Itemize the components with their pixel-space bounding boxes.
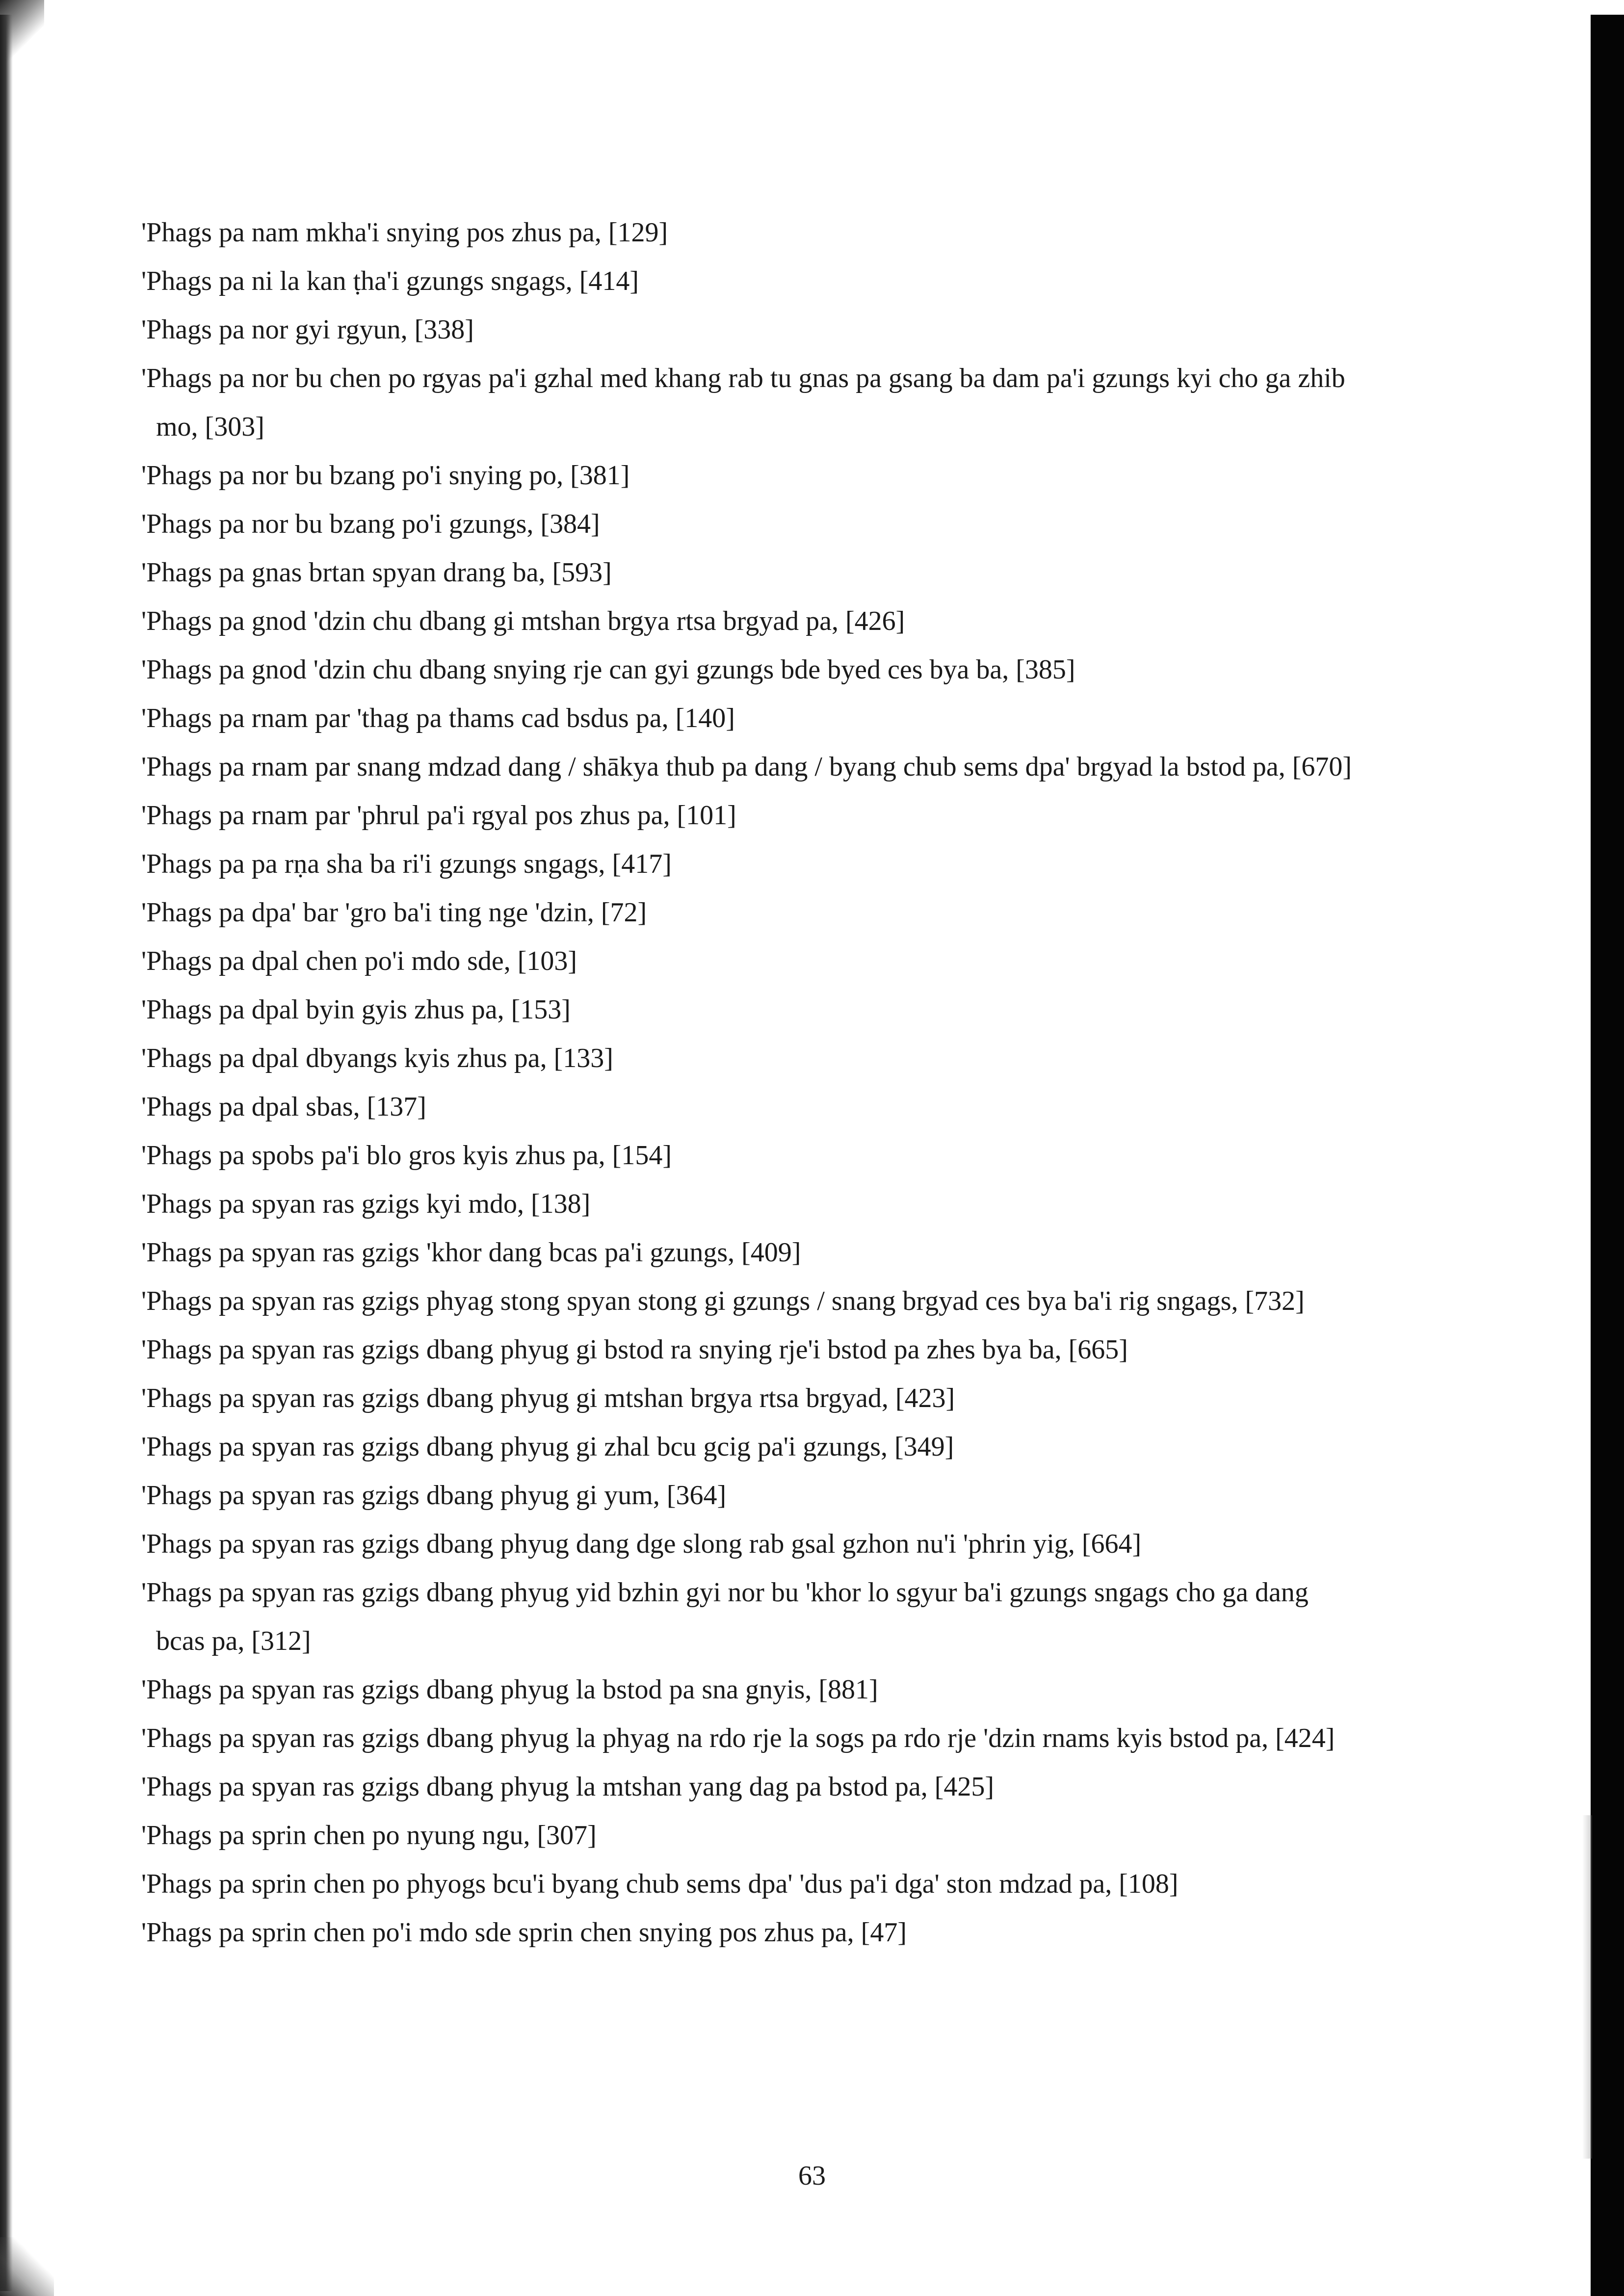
scan-shadow-left	[0, 15, 13, 2291]
scan-shadow-corner-bottom	[0, 2237, 54, 2296]
index-entry: 'Phags pa spyan ras gzigs dbang phyug la bstod pa sna gnyis, [881]	[141, 1674, 878, 1705]
index-entry: 'Phags pa spyan ras gzigs dbang phyug la mtshan yang dag pa bstod pa, [425]	[141, 1772, 994, 1802]
index-entry: 'Phags pa nam mkha'i snying pos zhus pa, [129]	[141, 217, 668, 248]
index-entry: 'Phags pa nor gyi rgyun, [338]	[141, 314, 474, 345]
index-entry: 'Phags pa gnod 'dzin chu dbang snying rje can gyi gzungs bde byed ces bya ba, [385]	[141, 654, 1075, 685]
index-entry: 'Phags pa nor bu chen po rgyas pa'i gzhal med khang rab tu gnas pa gsang ba dam pa'i gzungs kyi cho ga zhib mo, [303]	[141, 363, 1345, 442]
index-entry: 'Phags pa spyan ras gzigs dbang phyug gi bstod ra snying rje'i bstod pa zhes bya ba, [665]	[141, 1334, 1128, 1365]
index-entry: 'Phags pa nor bu bzang po'i gzungs, [384]	[141, 509, 600, 539]
page-number: 63	[798, 2161, 826, 2191]
index-entry: 'Phags pa gnod 'dzin chu dbang gi mtshan brgya rtsa brgyad pa, [426]	[141, 606, 905, 636]
scan-shadow-right	[1591, 15, 1624, 2296]
index-entry: 'Phags pa rnam par 'thag pa thams cad bsdus pa, [140]	[141, 703, 735, 733]
index-entry: 'Phags pa dpal sbas, [137]	[141, 1092, 426, 1122]
index-entry: 'Phags pa gnas brtan spyan drang ba, [593]	[141, 557, 612, 588]
index-entry: 'Phags pa rnam par snang mdzad dang / shākya thub pa dang / byang chub sems dpa' brgyad la bstod pa, [670]	[141, 752, 1352, 782]
index-entry: 'Phags pa ni la kan ṭha'i gzungs sngags, [414]	[141, 266, 639, 296]
index-entry: 'Phags pa spyan ras gzigs dbang phyug la phyag na rdo rje la sogs pa rdo rje 'dzin rnams kyis bstod pa, [424]	[141, 1723, 1335, 1753]
index-entry: 'Phags pa dpal chen po'i mdo sde, [103]	[141, 946, 577, 976]
index-entry: 'Phags pa pa rṇa sha ba ri'i gzungs sngags, [417]	[141, 849, 672, 879]
index-entry: 'Phags pa spyan ras gzigs dbang phyug gi mtshan brgya rtsa brgyad, [423]	[141, 1383, 955, 1413]
index-entry: 'Phags pa spyan ras gzigs dbang phyug gi yum, [364]	[141, 1480, 727, 1511]
index-entry: 'Phags pa spobs pa'i blo gros kyis zhus pa, [154]	[141, 1140, 672, 1171]
index-entry: 'Phags pa spyan ras gzigs phyag stong spyan stong gi gzungs / snang brgyad ces bya ba'i rig sngags, [732]	[141, 1286, 1305, 1316]
index-entry: 'Phags pa sprin chen po phyogs bcu'i byang chub sems dpa' 'dus pa'i dga' ston mdzad pa, [108]	[141, 1869, 1179, 1899]
index-entry: 'Phags pa sprin chen po'i mdo sde sprin chen snying pos zhus pa, [47]	[141, 1917, 907, 1948]
index-entry: 'Phags pa sprin chen po nyung ngu, [307]	[141, 1820, 597, 1851]
index-entry: 'Phags pa spyan ras gzigs dbang phyug dang dge slong rab gsal gzhon nu'i 'phrin yig, [664]	[141, 1529, 1142, 1559]
scan-shadow-right-fade	[1582, 1815, 1592, 2159]
index-entry: 'Phags pa dpa' bar 'gro ba'i ting nge 'dzin, [72]	[141, 897, 647, 928]
index-entry: 'Phags pa spyan ras gzigs dbang phyug yid bzhin gyi nor bu 'khor lo sgyur ba'i gzungs sngags cho ga dang bcas pa, [312]	[141, 1577, 1309, 1656]
index-entry: 'Phags pa rnam par 'phrul pa'i rgyal pos zhus pa, [101]	[141, 800, 736, 831]
index-entry: 'Phags pa dpal dbyangs kyis zhus pa, [133]	[141, 1043, 613, 1073]
index-entry: 'Phags pa spyan ras gzigs dbang phyug gi zhal bcu gcig pa'i gzungs, [349]	[141, 1432, 954, 1462]
index-entry: 'Phags pa spyan ras gzigs kyi mdo, [138]	[141, 1189, 591, 1219]
index-entry-list	[141, 209, 1358, 1957]
index-entry: 'Phags pa nor bu bzang po'i snying po, [381]	[141, 460, 630, 491]
index-entry: 'Phags pa spyan ras gzigs 'khor dang bcas pa'i gzungs, [409]	[141, 1237, 801, 1268]
index-entry: 'Phags pa dpal byin gyis zhus pa, [153]	[141, 994, 571, 1025]
